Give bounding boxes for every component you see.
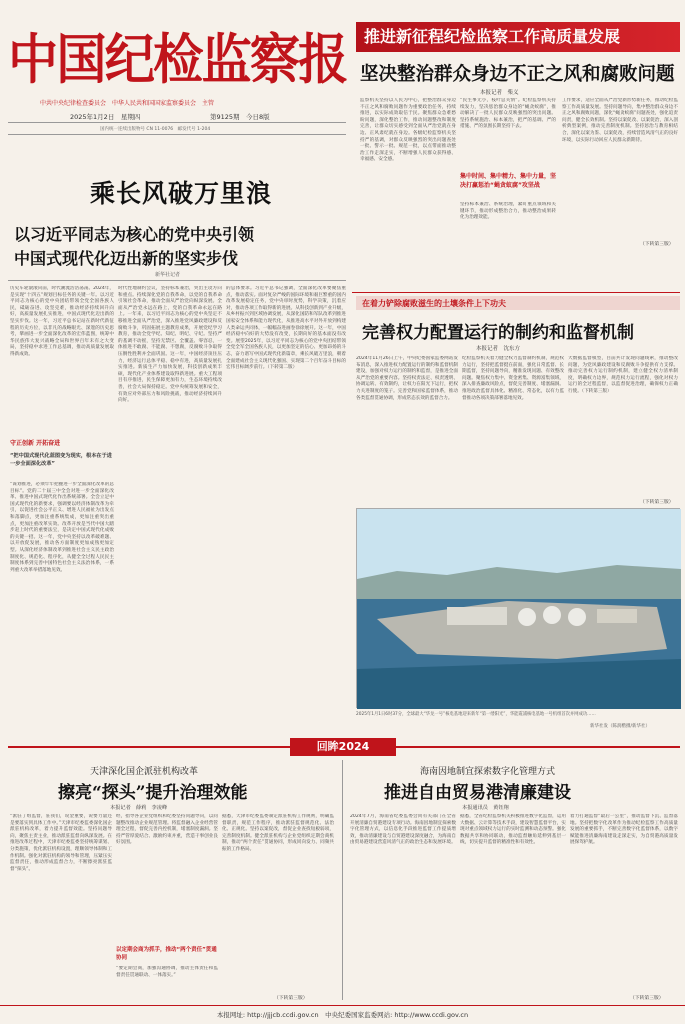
photo-caption: 2025年1月1日6时37分，全球最大“华龙一号”核电基地迎来新年“第一缕阳光”，华能霞浦核电基地一号机组首次并网成功…… [356, 712, 596, 717]
article-column: 工作要求，适应全面从严治党新形势新任务，推动纪检监察工作高质量发展。坚持问题导向，集中整治群众身边不正之风和腐败问题，深化“蝇贪蚁腐”问题查处，强化追责问责，健全长效机制。坚持以案促改、以案促治，深入剖析典型案例，推动完善制度机制。坚持惩治与教育相结合，深化以案为鉴、以案促改，持续营造风清气正的良好环境，以实际行动回应人民群众新期待。 [562, 98, 678, 143]
sponsor-line: 中共中央纪律检查委员会 中华人民共和国国家监察委员会 主管 [40, 100, 215, 107]
footer: 本报网址: http://jjjcb.ccdi.gov.cn 中央纪委国家监委网站: http://www.ccdi.gov.cn [216, 1011, 469, 1019]
series-banner: 推进新征程纪检监察工作高质量发展 [356, 22, 680, 52]
divider [8, 280, 346, 281]
bottom-right-kicker: 海南因地制宜探索数字化管理方式 [420, 767, 556, 777]
lead-byline: 新华社记者 [155, 272, 181, 278]
continued-note: （下转第三版） [640, 500, 674, 505]
article-column: 监察机关坚持以人民为中心，把整治群众身边不正之风和腐败问题作为重要政治任务，持续推进，以实际成效取信于民。聚焦群众急难愁盼问题，深化整治工作，推动问题整改和制度完善，让群众切实感受到全面从严治党就在身边、正风肃纪就在身边。各级纪检监察机关坚持严的基调，对群众反映强烈的突出问题查处一批、警示一批、规范一批，以点带面推动整治工作走深走实，不断增强人民群众获得感、幸福感、安全感。 [360, 98, 456, 163]
divider [8, 122, 346, 123]
article-column: 时代性地制约会议，坚持标本兼治，突出主攻方向和重点。持续深化党的自我革命，以党的自我革命引领社会革命，推动全面从严治党向纵深发展。全面从严治党永远在路上，党的自我革命永远在路上。一年来，以习近平同志为核心的党中央坚定不移推进全面从严治党，深入推进党风廉政建设和反腐败斗争，巩固拓展主题教育成果，开展党纪学习教育，推动全党学纪、知纪、明纪、守纪。坚持严的基调不动摇，坚持无禁区、全覆盖、零容忍，一体推进不敢腐、不能腐、不想腐，反腐败斗争取得压倒性胜利并全面巩固。这一年，中国经济顶住压力，经济运行总体平稳、稳中有进，高质量发展扎实推进。新质生产力加快发展，科技创新成果丰硕，现代化产业体系建设取得新进展。重大工程项目有序推进，民生保障更加有力，生态环境持续改善，社会大局保持稳定。党中央统筹发展和安全，有效应对外部压力和风险挑战，推动经济持续回升向好。 [118, 286, 222, 404]
news-photo [356, 508, 680, 708]
divider [352, 292, 680, 293]
bottom-left-headline: 擦亮“探头”提升治理效能 [58, 783, 248, 803]
issue-number: 第9125期 今日8版 [210, 113, 270, 121]
divider [8, 134, 346, 135]
section-heading: 守正创新 开拓奋进 [10, 440, 61, 447]
bottom-right-byline: 本报通讯员 黄钰翔 [462, 805, 509, 811]
article-column: 经，指导各企业党组织和纪委坚持问题导向，以问题整改推动企业规范管理。将监督融入企业经营管理全过程，督促完善内控机制，堵塞制度漏洞。坚持严管厚爱结合、激励约束并重，营造干事创业良好氛围。 [116, 814, 218, 846]
section-subheading: “把中国式现代化蓝图变为现实，根本在于进一步全面深化改革” [10, 453, 112, 467]
masthead: 中国纪检监察报 [8, 27, 347, 91]
article-column: 着力打通监督“最后一公里”，推动监督下沉、监督落地。坚持把数字化改革作为推动纪检监察工作高质量发展的重要抓手，不断完善数字化监督体系，以数字赋能推进清廉海南建设走深走实，为自贸港高质量发展保驾护航。 [570, 814, 678, 846]
publication-codes: 国内统一连续出版物号 CN 11-0076 邮发代号 1-204 [100, 127, 211, 132]
mid-kicker: 在着力铲除腐败滋生的土壤条件上下功夫 [362, 299, 506, 308]
article-column: “要定期会商，加强沟通协调，推动主体责任和监督责任贯通联动、一体落实。” [116, 966, 218, 978]
article-column: “谋划推进，必须牢牢把握进一步全面深化改革的总目标”。党的二十届三中全会对进一步全面深化改革、推进中国式现代化作出系统部署。全会立足中国式现代化的新要求，强调要以经济体制改革为牵引，以促进社会公平正义、增进人民福祉为出发点和落脚点，更加注重系统集成，更加注重突出重点，更加注重改革实效。改革开放是当代中国大踏步赶上时代的重要法宝，是决定中国式现代化成败的关键一招。这一年，党中央坚持以改革破难题、以开放促发展，推动各方面制度更加成熟更加定型。从深化经济体制改革到推进社会主义民主政治制度化、规范化、程序化，从健全全过程人民民主制度体系到完善中国特色社会主义法治体系，一系列重大改革举措落地见效。 [10, 482, 114, 573]
bottom-left-subheading: 以定期会商为抓手，推动“两个责任”贯通协同 [116, 947, 217, 961]
article-column: 纪检监察机关着力健全权力监督制约机制，规范权力运行，坚持把监督挺在前面，强化日常监督、长期监督，坚持问题导向，精准发现问题、有效整改问题。聚焦权力集中、资金密集、资源富集领域，深入排查廉政风险点，督促完善制度、堵塞漏洞。推进政治监督具体化、精准化、常态化，以有力监督推动各项决策部署落地见效。 [462, 356, 564, 401]
divider [342, 760, 343, 1000]
right-top-byline: 本报记者 柴义 [480, 90, 519, 96]
lead-headline: 乘长风破万里浪 [90, 179, 273, 208]
issue-date: 2025年1月2日 星期四 [70, 113, 141, 121]
article-column: 据悉，全省纪检监察机关积极推进数字化监督，运用大数据、云计算等技术手段，建设智慧监督平台，实现对重点领域权力运行的实时监测和动态预警。强化数据共享和协同联动，推动监督触角延伸到基层一线，切实提升监督的精准性和有效性。 [460, 814, 566, 846]
article-column: 2024年7月，海南省纪委监委会同有关部门在全省开展清廉自贸港建设专项行动。海南因地制宜探索数字化管理方式，以信息化手段推进监督工作提质增效，推动清廉建设与自贸港建设深度融合，为海南自由贸易港建设营造风清气正的政治生态和发展环境。 [350, 814, 456, 846]
article-column: 据悉，天津市纪委监委制定派驻机构工作规则，明确监督职责，规范工作程序，推动派驻监督规范化、法治化、正规化。坚持以案促改，督促企业查找短板弱项，完善制度机制。健全派驻机构与企业党组织定期会商机制，推动“两个责任”贯通协同，形成同向发力、同频共振的工作格局。 [222, 814, 334, 852]
article-column: 2024年11月26日上午，中央纪委国家监委网站发布消息，深入推进权力配置运行的制约和监督机制建设，加强对权力运行的制约和监督，是推进全面从严治党的重要内容。坚持权责法定、权责透明、协调运转、有效制约，让权力在阳光下运行，把权力关进制度的笼子。完善党和国家监督体系，推动各类监督贯通协调，形成常态长效的监督合力。 [356, 356, 458, 401]
lead-subtitle: 中国式现代化迈出新的坚实步伐 [14, 249, 239, 268]
article-column: 坚持标本兼治、系统治理，紧盯重点领域和关键环节，推动形成整治合力，推动整治成果转化为治理效能。 [460, 202, 556, 221]
article-column: 历史车轮滚滚向前，时代潮流浩浩荡荡。2024年，是实现“十四五”规划目标任务的关键一年。以习近平同志为核心的党中央团结带领全党全国各族人民，砥砺奋进、攻坚克难，推动经济持续回升向好，高质量发展扎实推进，中国式现代化迈出新的坚实步伐。这一年，习近平总书记站在新时代新征程的历史方位，以非凡的战略眼光、深邃的历史思考，擘画进一步全面深化改革的宏伟蓝图，统筹中华民族伟大复兴战略全局和世界百年未有之大变局，坚持稳中求进工作总基调，推动高质量发展取得新成效。 [10, 286, 114, 357]
right-top-headline: 坚决整治群众身边不正之风和腐败问题 [360, 64, 675, 85]
bottom-left-byline: 本报记者 薛莉 李凌峰 [110, 805, 168, 811]
mid-headline: 完善权力配置运行的制约和监督机制 [362, 323, 634, 343]
continued-note: （下转第三版） [640, 242, 674, 247]
continued-note: （下转第三版） [630, 996, 664, 1001]
article-column: 大数据监督模型，目前共计发现问题线索，推动整改问题，为党风廉政建设和反腐败斗争提供有力支撑。推动完善权力运行制约机制，建立健全权力清单制度，明确权力边界，规范权力运行流程，强化对权力运行的全过程监督，以监督促进治理，确保权力正确行使。（下转第三版） [568, 356, 678, 394]
article-column: “派驻了组监督，驻我们，说金重要，说要力量还是要落实到具体工作中。”天津市纪委监委深化国企派驻机构改革，着力提升监督效能。坚持问题导向，聚焦主责主业，推动派驻监督向纵深发展。在推进改革过程中，天津市纪委监委坚持统筹谋划、分类施策，优化派驻机构设置，理顺领导体制和工作机制。强化对派驻机构的领导和管理，压紧压实监督责任，推动形成监督合力，不断擦亮派驻监督“探头”。 [10, 814, 112, 872]
recap-tag: 回眸2024 [290, 738, 396, 756]
article-column: “民生事无小，枝叶总关情”。纪检监察机关持续发力，坚决惩治群众身边的“蝇贪蚁腐”，推动解决了一批人民群众反映强烈的突出问题。坚持系统施治、标本兼治，把严的基调、严的措施、严的氛围长期坚持下去。 [460, 98, 556, 130]
article-column: 的总体要求。习近平总书记强调，全面深化改革要聚焦重点，推动落实。面对复杂严峻的国际环境和艰巨繁重的国内改革发展稳定任务，党中央审时度势，科学决策，沉着应对，推动各项工作取得新的进展。从科技创新到产业升级，从乡村振兴到区域协调发展，从深化国防和军队改革到推进国家安全体系和能力现代化，从推进高水平对外开放到构建人类命运共同体，一幅幅奋进画卷徐徐展开。这一年，中国经济稳中向好的大势没有改变，长期向好的基本面没有改变。展望2025年，以习近平同志为核心的党中央团结带领全党全军全国各族人民，以更加坚定的信心、更加昂扬的斗志，奋力谱写中国式现代化新篇章，乘长风破万里浪，朝着全面建成社会主义现代化强国、实现第二个百年奋斗目标的宏伟目标阔步前行。（下转第二版） [226, 286, 346, 371]
mid-byline: 本报记者 沈东方 [476, 346, 521, 352]
photo-credit: 新华社发（陈润楷摄/新华社） [590, 724, 651, 729]
bottom-right-headline: 推进自由贸易港清廉建设 [384, 783, 571, 803]
lead-subtitle: 以习近平同志为核心的党中央引领 [14, 225, 255, 244]
continued-note: （下转第三版） [274, 996, 308, 1001]
right-top-callout: 集中时间、集中精力、集中力量，坚决打赢惩治“蝇贪蚁腐”攻坚战 [460, 173, 557, 189]
bottom-left-kicker: 天津深化国企派驻机构改革 [90, 767, 199, 777]
